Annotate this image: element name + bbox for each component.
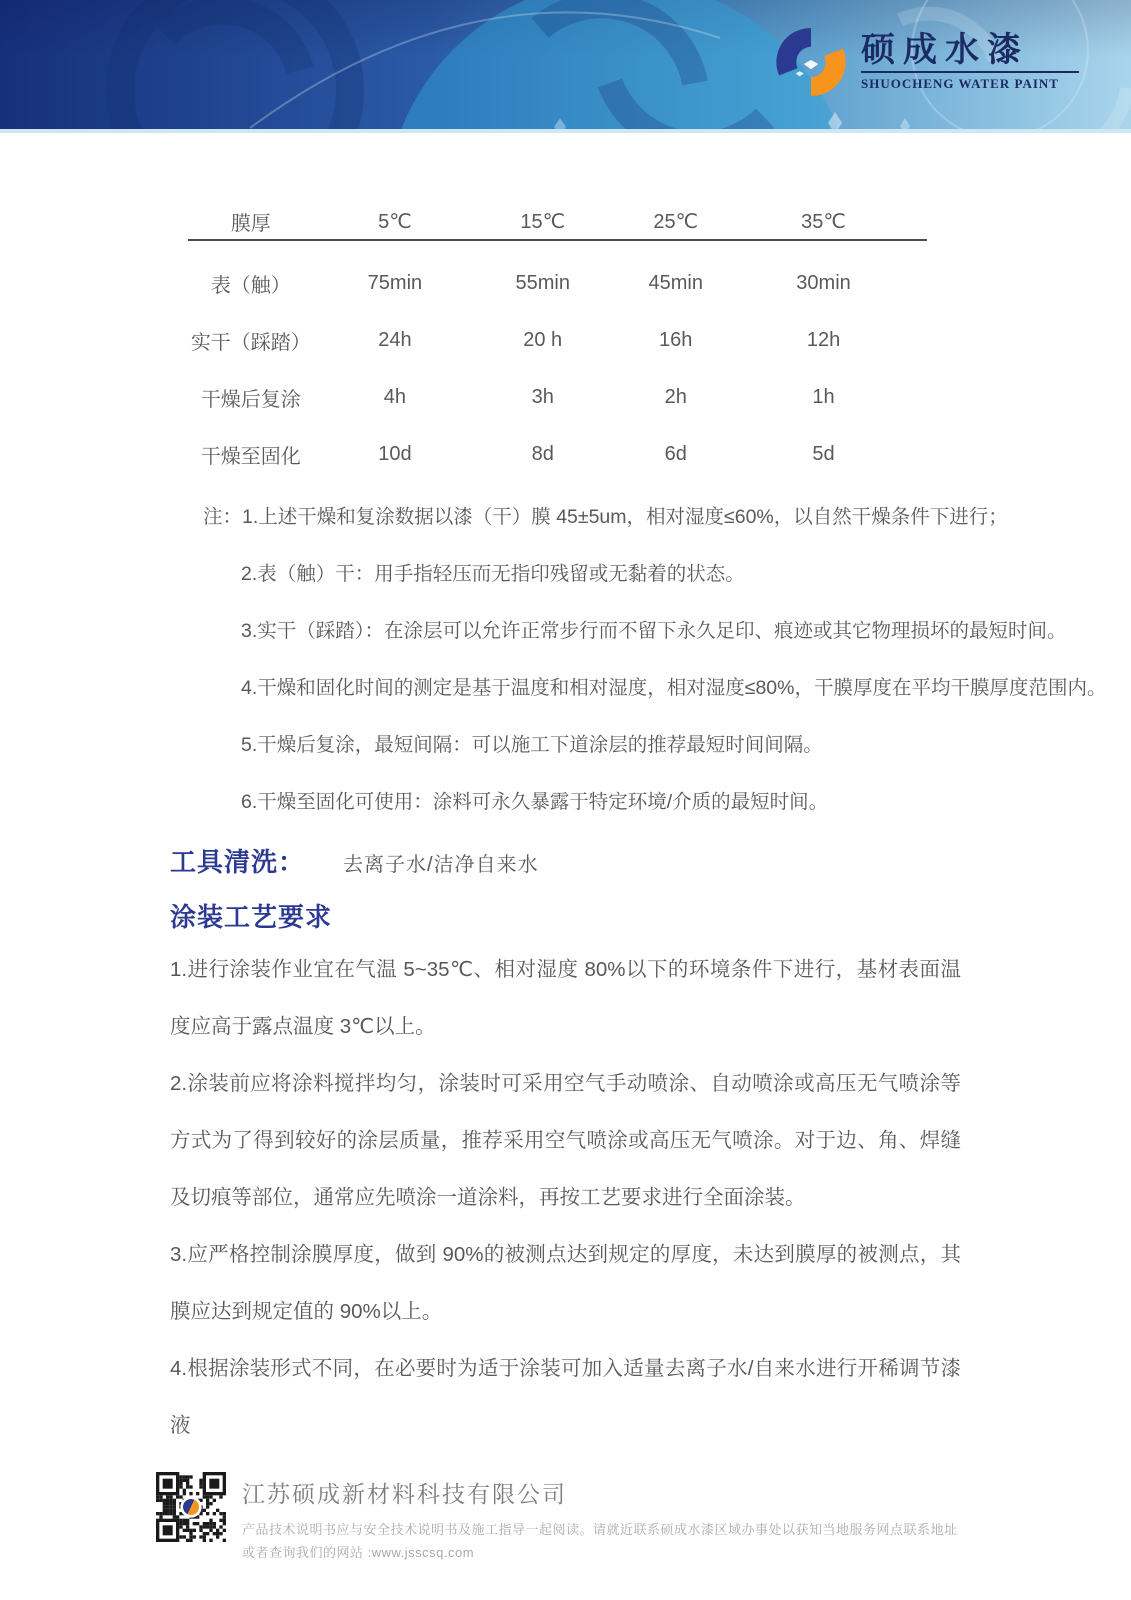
company-logo-icon [775, 26, 847, 98]
logo-english-name: SHUOCHENG WATER PAINT [861, 75, 1059, 91]
note-item: 注：1.上述干燥和复涂数据以漆（干）膜 45±5um，相对湿度≤60%，以自然干燥条件下进行； [203, 506, 1008, 528]
company-logo [775, 26, 1079, 98]
table-cell: 55min [515, 272, 570, 294]
logo-text [861, 33, 1079, 92]
footer-text [242, 1472, 958, 1564]
table-cell: 20 h [523, 329, 563, 351]
note-item: 4.干燥和固化时间的测定是基于温度和相对湿度，相对湿度≤80%，干膜厚度在平均干膜厚度范围内。 [241, 677, 1107, 699]
table-cell: 16h [659, 329, 693, 351]
note-item: 6.干燥至固化可使用：涂料可永久暴露于特定环境/介质的最短时间。 [241, 791, 829, 813]
note-item: 2.表（触）干：用手指轻压而无指印残留或无黏着的状态。 [241, 563, 745, 585]
header-banner [0, 0, 1131, 133]
table-header-temp: 15℃ [520, 210, 566, 233]
table-header-label: 膜厚 [230, 212, 271, 235]
table-cell: 3h [531, 386, 554, 408]
table-cell: 12h [806, 329, 841, 351]
table-cell: 5d [812, 443, 835, 465]
note-prefix: 注： [203, 506, 243, 528]
tool-cleaning-value: 去离子水/洁净自来水 [343, 854, 539, 876]
table-row-label: 表（触） [210, 275, 291, 297]
table-divider [188, 239, 927, 241]
table-cell: 10d [378, 443, 412, 465]
table-cell: 8d [531, 443, 554, 465]
disclaimer-line: 产品技术说明书应与安全技术说明书及施工指导一起阅读。请就近联系硕成水漆区域办事处以获知当地服务网点联系地址 [242, 1522, 958, 1537]
process-paragraphs [170, 941, 961, 1454]
page-content [0, 203, 1131, 1454]
drying-time-table [188, 203, 927, 483]
notes-list [203, 489, 1107, 831]
paragraph: 3.应严格控制涂膜厚度，做到 90%的被测点达到规定的厚度，未达到膜厚的被测点，其膜应达到规定值的 90%以上。 [170, 1243, 961, 1323]
disclaimer-line: 或者查询我们的网站 :www.jsscsq.com [242, 1545, 475, 1560]
table-row-label: 实干（踩踏） [190, 332, 311, 354]
logo-chinese-name: 硕成水漆 [861, 31, 1029, 69]
table-cell: 1h [812, 386, 835, 408]
footer-disclaimer [242, 1518, 958, 1564]
table-header-temp: 35℃ [801, 210, 846, 233]
note-item: 5.干燥后复涂，最短间隔：可以施工下道涂层的推荐最短时间间隔。 [241, 734, 823, 756]
process-requirements-heading: 涂装工艺要求 [170, 902, 333, 932]
table-cell: 4h [383, 386, 407, 408]
tool-cleaning-row [170, 847, 961, 878]
table-header-temp: 5℃ [378, 210, 412, 233]
table-cell: 30min [796, 272, 851, 294]
table-cell: 2h [664, 386, 687, 408]
table-header-row [188, 203, 927, 239]
page-footer [156, 1472, 958, 1564]
table-cell: 24h [378, 329, 412, 351]
paragraph: 1.进行涂装作业宜在气温 5~35℃、相对湿度 80%以下的环境条件下进行，基材表面温度应高于露点温度 3℃以上。 [170, 958, 961, 1038]
note-item: 3.实干（踩踏）：在涂层可以允许正常步行而不留下永久足印、痕迹或其它物理损坏的最短时间。 [241, 620, 1067, 642]
logo-divider [861, 71, 1079, 73]
table-row-label: 干燥后复涂 [200, 389, 301, 411]
table-cell: 45min [648, 272, 703, 294]
table-cell: 6d [664, 443, 687, 465]
table-row-label: 干燥至固化 [200, 446, 301, 468]
paragraph: 2.涂装前应将涂料搅拌均匀，涂装时可采用空气手动喷涂、自动喷涂或高压无气喷涂等方式为了得到较好的涂层质量，推荐采用空气喷涂或高压无气喷涂。对于边、角、焊缝及切痕等部位，通常应先喷涂一道涂料，再按工艺要求进行全面涂装。 [170, 1072, 961, 1209]
table-cell: 75min [367, 272, 423, 294]
qr-code [156, 1472, 226, 1542]
paragraph: 4.根据涂装形式不同，在必要时为适于涂装可加入适量去离子水/自来水进行开稀调节漆液 [170, 1357, 961, 1437]
table-header-temp: 25℃ [653, 210, 699, 233]
table-body [188, 255, 927, 483]
tool-cleaning-heading: 工具清洗： [170, 847, 306, 877]
company-name: 江苏硕成新材料科技有限公司 [242, 1481, 567, 1507]
